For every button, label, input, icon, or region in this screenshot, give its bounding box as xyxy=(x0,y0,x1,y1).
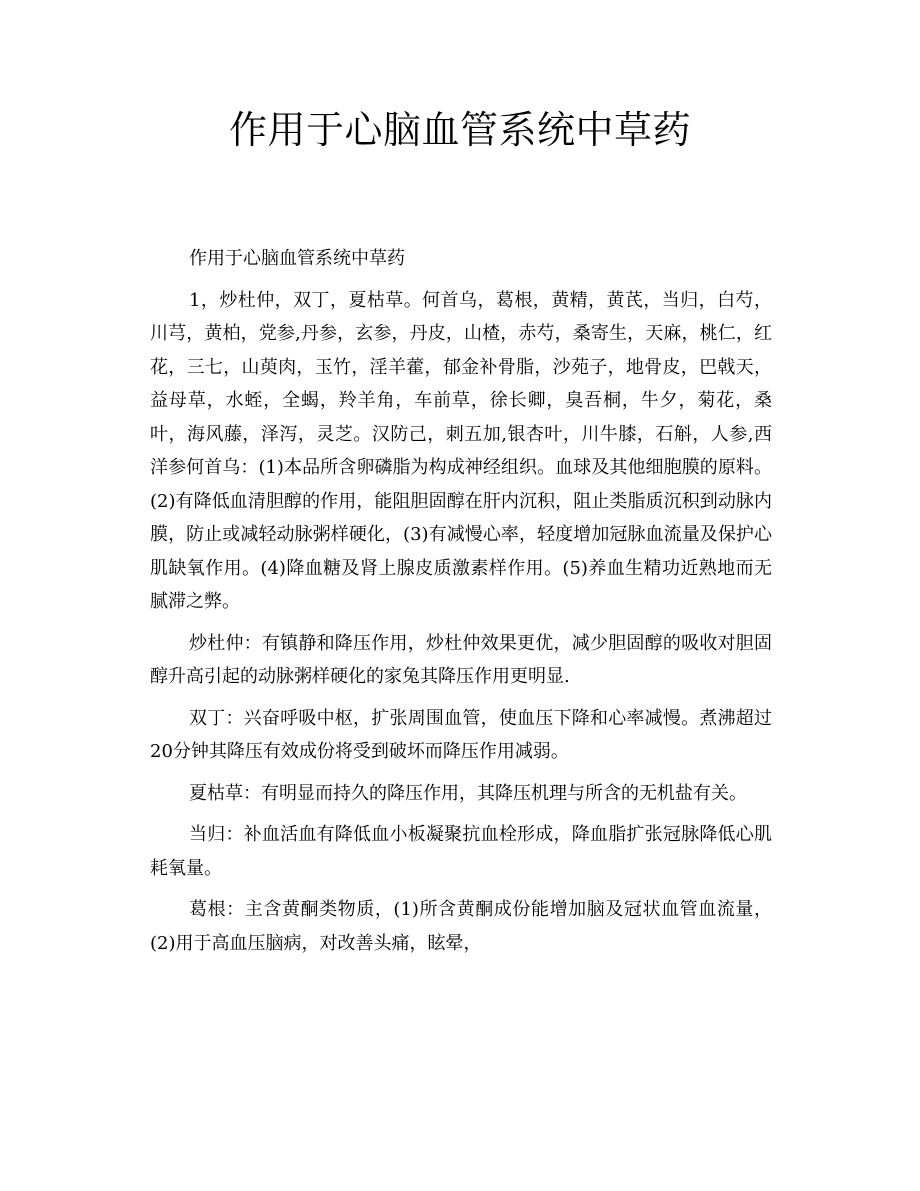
paragraph-gegen: 葛根：主含黄酮类物质，(1)所含黄酮成份能增加脑及冠状血管血流量，(2)用于高血压脑病，对改善头痛，眩晕， xyxy=(150,899,772,954)
paragraph-herb-list: 1，炒杜仲，双丁，夏枯草。何首乌，葛根，黄精，黄芪，当归，白芍，川芎，黄柏，党参,丹参，玄参，丹皮，山楂，赤芍，桑寄生，天麻，桃仁，红花，三七，山萸肉，玉竹，淫羊藿，郁金补骨脂，沙苑子，地骨皮，巴戟天，益母草，水蛭，全蝎，羚羊角，车前草，徐长卿，臭吾桐，牛夕，菊花，桑叶，海风藤，泽泻，灵芝。汉防己，刺五加,银杏叶，川牛膝，石斛，人参,西洋参何首乌：(1)本品所含卵磷脂为构成神经组织。血球及其他细胞膜的原料。(2)有降低血清胆醇的作用，能阻胆固醇在肝内沉积，阻止类脂质沉积到动脉内膜，防止或减轻动脉粥样硬化，(3)有减慢心率，轻度增加冠脉血流量及保护心肌缺氧作用。(4)降血糖及肾上腺皮质激素样作用。(5)养血生精功近熟地而无腻滞之弊。 xyxy=(150,289,772,612)
paragraph-danggui: 当归：补血活血有降低血小板凝聚抗血栓形成，降血脂扩张冠脉降低心肌耗氧量。 xyxy=(150,824,772,879)
document-body xyxy=(150,242,772,968)
paragraph-duzhong: 炒杜仲：有镇静和降压作用，炒杜仲效果更优，减少胆固醇的吸收对胆固醇升高引起的动脉粥样硬化的家兔其降压作用更明显. xyxy=(150,632,772,687)
paragraph-xiakucao: 夏枯草：有明显而持久的降压作用，其降压机理与所含的无机盐有关。 xyxy=(189,782,747,804)
document-title: 作用于心脑血管系统中草药 xyxy=(228,108,691,152)
paragraph-heading: 作用于心脑血管系统中草药 xyxy=(189,248,405,269)
paragraph-shuangding: 双丁：兴奋呼吸中枢，扩张周围血管，使血压下降和心率减慢。煮沸超过20分钟其降压有效成份将受到破坏而降压作用减弱。 xyxy=(150,707,772,762)
